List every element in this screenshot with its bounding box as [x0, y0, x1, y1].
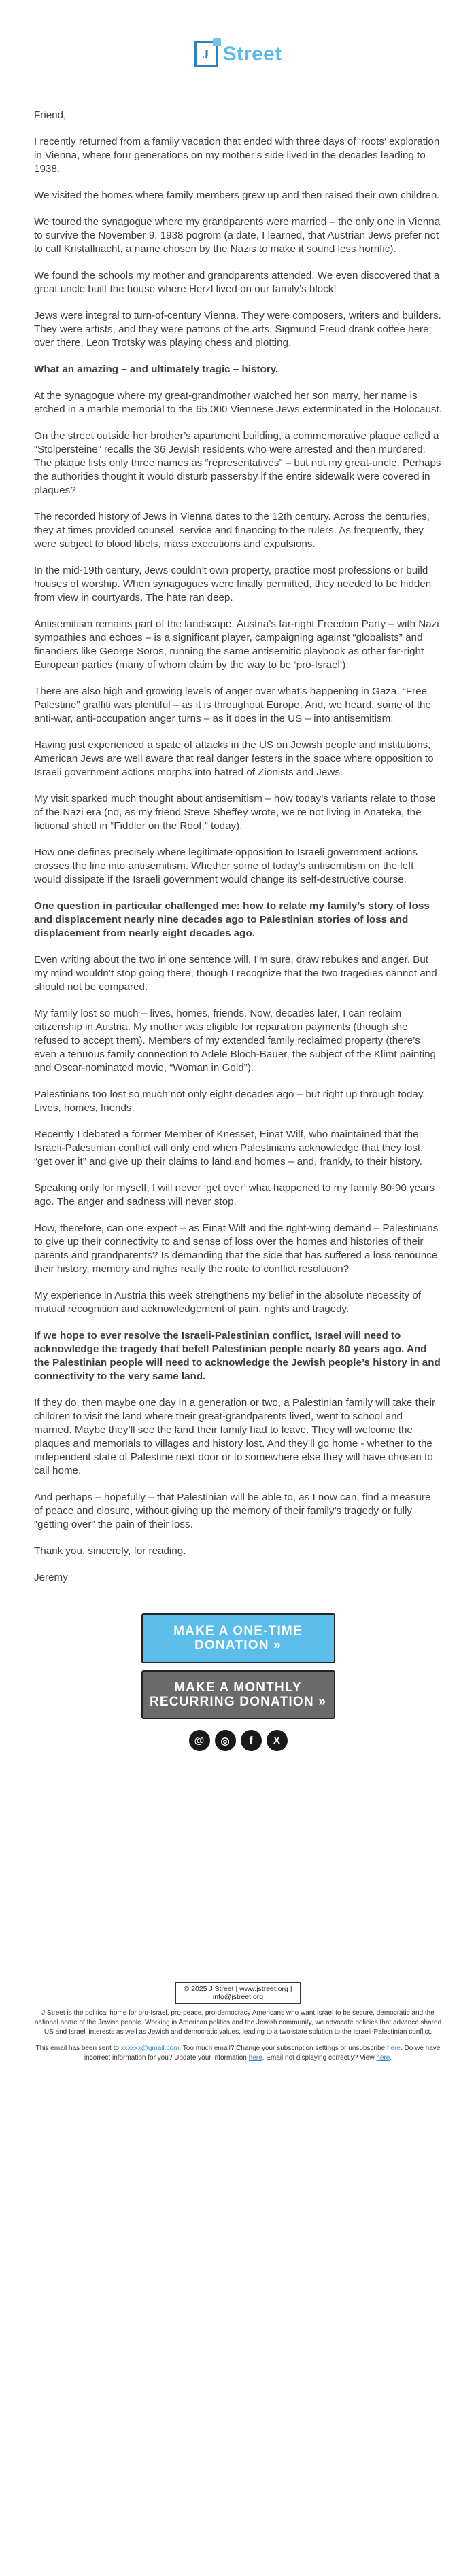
letter-paragraph: My experience in Austria this week strengthens my belief in the absolute necessity of mutual recognition and acknowledgement of pain, rights and tragedy. [34, 1290, 421, 1315]
letter-body [0, 71, 476, 1585]
facebook-icon[interactable]: f [241, 1730, 262, 1751]
letter-paragraph: Recently I debated a former Member of Knesset, Einat Wilf, who maintained that the Israeli-Palestinian conflict will only end when Palestinians acknowledge that they lost, “get over it” and give up their claims to land and homes – and, frankly, to their history. [34, 1129, 424, 1167]
letter-paragraph: What an amazing – and ultimately tragic – history. [34, 364, 279, 375]
letter-paragraph: My visit sparked much thought about antisemitism – how today’s variants relate to those of the Nazi era (no, as my friend Steve Sheffey wrote, we’re not living in Anateka, the fictional shtetl in “Fiddler on the Roof,” today). [34, 793, 436, 832]
about-text: J Street is the political home for pro-Israel, pro-peace, pro-democracy Americans who want Israel to be secure, democratic and the national home of the Jewish people. Working in American politics and the Jewish community, we advocate policies that advance shared US and Israeli interests as well as Jewish and democratic values, leading to a two-state solution to the Israeli-Palestinian conflict. [34, 2009, 442, 2036]
letter-paragraph: Having just experienced a spate of attacks in the US on Jewish people and institutions, American Jews are well aware that real danger festers in the space where opposition to Israeli government actions morphs into hatred of Zionists and Jews. [34, 739, 434, 778]
letter-paragraph: We toured the synagogue where my grandparents were married – the only one in Vienna to survive the November 9, 1938 pogrom (a date, I learned, that Austrian Jews prefer not to call Kristallnacht, a name chosen by the Nazis to make it sound less horrific). [34, 216, 441, 255]
letter-paragraph: Even writing about the two in one sentence will, I’m sure, draw rebukes and anger. But my mind wouldn’t stop going there, though I recognize that the two tragedies cannot and should not be compared. [34, 954, 437, 993]
letter-paragraph: And perhaps – hopefully – that Palestinian will be able to, as I now can, find a measure of peace and closure, without giving up the memory of their family’s tragedy or fully “getting over” the pain of their loss. [34, 1492, 431, 1530]
sent-prefix: This email has been sent to [35, 2045, 119, 2052]
sent-middle3: . Email not displaying correctly? View [262, 2054, 375, 2062]
monthly-donation-button[interactable]: MAKE A MONTHLY RECURRING DONATION » [141, 1670, 335, 1719]
logo-mark-icon [194, 41, 218, 67]
letter-paragraph: On the street outside her brother’s apartment building, a commemorative plaque called a “Stolpersteine” recalls the 36 Jewish residents who were arrested and then murdered. The plaque lists only three names as “representatives” – but not my great-uncle. Perhaps the authorities thought it would disturb passersby if the entire sidewalk were covered in plaques? [34, 430, 441, 496]
letter-paragraph: If we hope to ever resolve the Israeli-Palestinian conflict, Israel will need to acknowledge the tragedy that befell Palestinian people nearly 80 years ago. And the Palestinian people will need to acknowledge the Jewish people’s history in and connectivity to the very same land. [34, 1330, 441, 1382]
letter-paragraph: Speaking only for myself, I will never ‘get over’ what happened to my family 80-90 years ago. The anger and sadness will never stop. [34, 1182, 435, 1207]
letter-paragraph: There are also high and growing levels of anger over what’s happening in Gaza. “Free Palestine” graffiti was plentiful – as it is throughout Europe. And, we heard, some of the anti-war, anti-occupation anger turns – as it does in the US – into antisemitism. [34, 686, 431, 724]
sent-middle2: . Do we have incorrect information for you? Update your information [84, 2045, 441, 2062]
letter-paragraph: Palestinians too lost so much not only eight decades ago – but right up through today. Lives, homes, friends. [34, 1089, 426, 1114]
view-in-browser-link[interactable]: here [376, 2054, 390, 2062]
header [0, 0, 476, 71]
social-links [0, 1730, 476, 1751]
one-time-donation-button[interactable]: MAKE A ONE-TIME DONATION » [141, 1613, 335, 1663]
letter-paragraph: How one defines precisely where legitimate opposition to Israeli government actions crosses the line into antisemitism. Whether some of today’s antisemitism on the left would dissipate if the Israeli government would change its self-destructive course. [34, 847, 418, 885]
signoff: Jeremy [34, 1572, 68, 1583]
sent-middle: . Too much email? Change your subscription settings or unsubscribe [179, 2045, 386, 2052]
unsubscribe-link[interactable]: here [386, 2045, 401, 2052]
threads-icon[interactable]: @ [189, 1730, 210, 1751]
update-info-link[interactable]: here [248, 2054, 262, 2062]
letter-paragraphs [34, 135, 442, 1558]
donation-buttons [0, 1613, 476, 1719]
footer [0, 1973, 476, 2063]
letter-paragraph: At the synagogue where my great-grandmother watched her son marry, her name is etched in a marble memorial to the 65,000 Viennese Jews exterminated in the Holocaust. [34, 390, 442, 415]
jstreet-logo[interactable] [194, 41, 282, 67]
letter-paragraph: In the mid-19th century, Jews couldn’t own property, practice most professions or build houses of worship. When synagogues were finally permitted, they needed to be hidden from view in courtyards. The hate ran deep. [34, 565, 432, 603]
copyright-box: © 2025 J Street | www.jstreet.org | info@jstreet.org [175, 1982, 301, 2004]
instagram-icon[interactable]: ◎ [215, 1730, 236, 1751]
x-icon[interactable]: X [267, 1730, 288, 1751]
letter-paragraph: We visited the homes where family members grew up and then raised their own children. [34, 190, 440, 201]
letter-paragraph: The recorded history of Jews in Vienna dates to the 12th century. Across the centuries, they at times provided counsel, service and financing to the rulers. As frequently, they were subject to blood libels, mass executions and expulsions. [34, 511, 430, 550]
logo-letter: J [202, 46, 209, 62]
logo-text: Street [222, 43, 282, 65]
letter-paragraph: How, therefore, can one expect – as Einat Wilf and the right-wing demand – Palestinians to give up their connectivity to and sense of loss over the homes and histories of their parents and grandparents? Is demanding that the side that has suffered a loss renounce their history, memory and rights really the route to conflict resolution? [34, 1222, 439, 1275]
letter-paragraph: If they do, then maybe one day in a generation or two, a Palestinian family will take their children to visit the land where their great-grandparents lived, went to school and married. Maybe they’ll see the land their family had to leave. They will welcome the plaques and memorials to villages and history lost. And they’ll go home - whether to the independent state of Palestine next door or to somewhere else they will have chosen to call home. [34, 1397, 436, 1477]
letter-paragraph: Antisemitism remains part of the landscape. Austria’s far-right Freedom Party – with Nazi sympathies and echoes – is a significant player, campaigning against “globalists” and financiers like George Soros, running the same antisemitic playbook as other far-right European parties (many of whom claim by the way to be ‘pro-Israel’). [34, 618, 439, 671]
letter-paragraph: I recently returned from a family vacation that ended with three days of ‘roots’ exploration in Vienna, where four generations on my mother’s side lived in the decades leading to 1938. [34, 136, 440, 175]
letter-paragraph: We found the schools my mother and grandparents attended. We even discovered that a great uncle built the house where Herzl lived on our family’s block! [34, 270, 440, 295]
recipient-email-link[interactable]: xxxxxx@gmail.com [120, 2045, 180, 2052]
letter-paragraph: Thank you, sincerely, for reading. [34, 1545, 186, 1557]
letter-paragraph: Jews were integral to turn-of-century Vienna. They were composers, writers and builders. They were artists, and they were patrons of the arts. Sigmund Freud drank coffee here; over there, Leon Trotsky was playing chess and plotting. [34, 310, 441, 349]
footer-text [0, 2004, 476, 2063]
letter-paragraph: One question in particular challenged me: how to relate my family’s story of loss and displacement nearly nine decades ago to Palestinian stories of loss and displacement from nearly eight decades ago. [34, 900, 430, 939]
greeting: Friend, [34, 109, 67, 121]
letter-paragraph: My family lost so much – lives, homes, friends. Now, decades later, I can reclaim citizenship in Austria. My mother was eligible for reparation payments (though she refused to accept them). Members of my extended family reclaimed property (there’s even a tenuous family connection to Adele Bloch-Bauer, the subject of the Klimt painting and Oscar-nominated movie, “Woman in Gold”). [34, 1008, 436, 1074]
subscription-text [34, 2044, 442, 2063]
sent-end: . [390, 2054, 392, 2062]
